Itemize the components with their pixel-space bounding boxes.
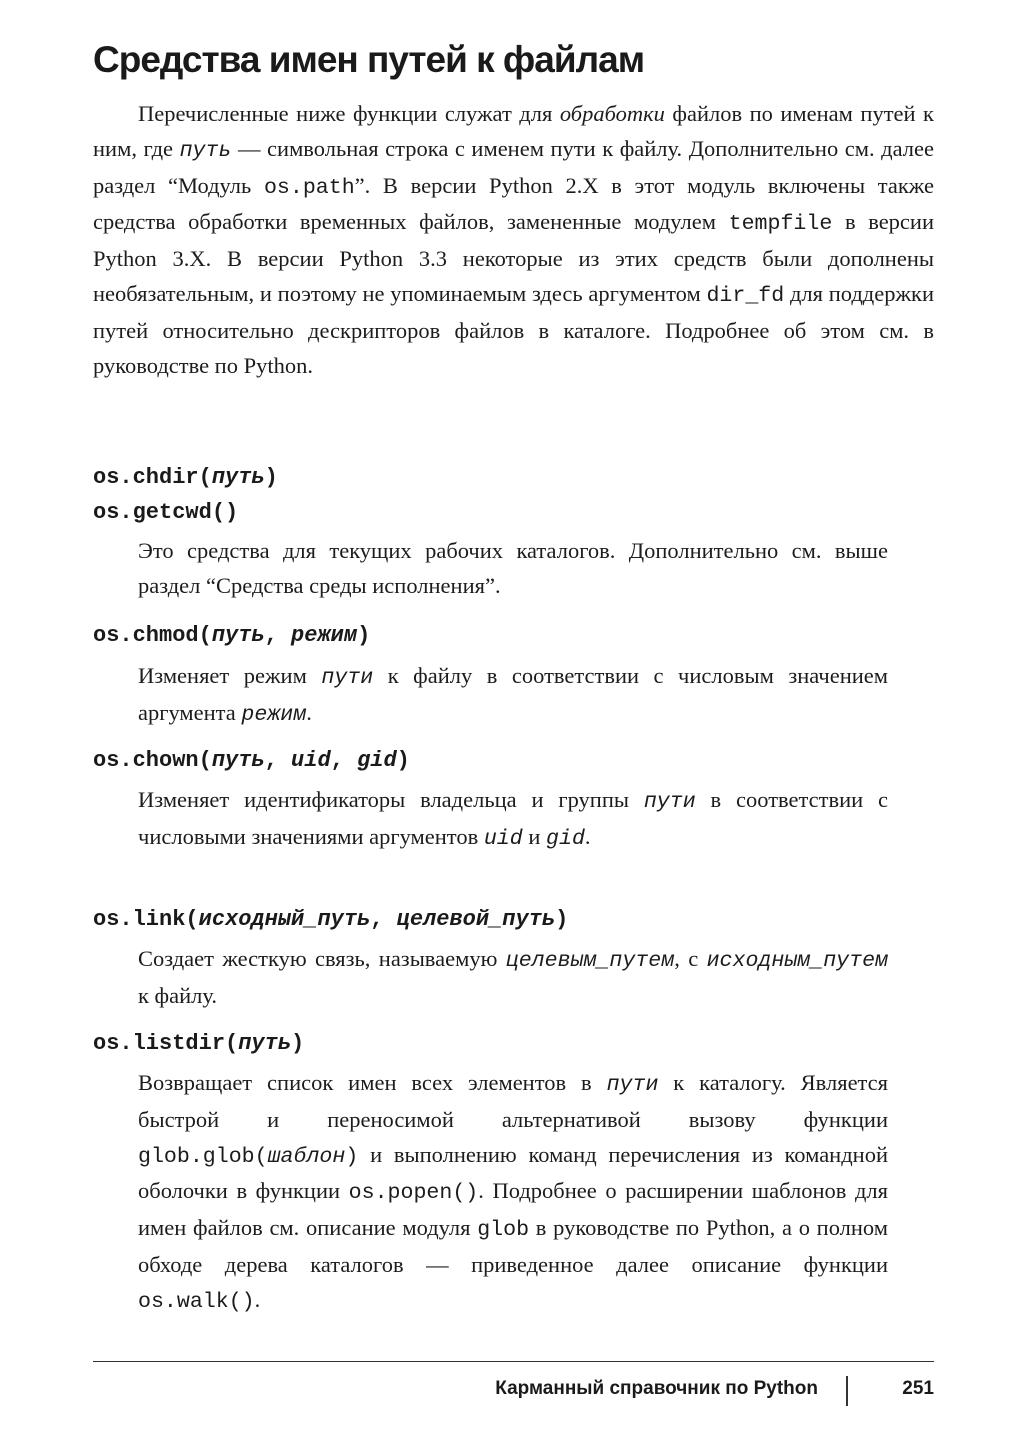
function-arg: путь xyxy=(211,748,265,773)
intro-text: для поддержки путей относительно дескрипторов файлов в каталоге. Подробнее об этом см. в руководстве по Python. xyxy=(93,280,934,378)
function-arg: исходный_путь xyxy=(198,907,371,932)
function-sep: , xyxy=(264,748,292,773)
desc-arg: шаблон xyxy=(267,1144,346,1169)
intro-paragraph xyxy=(93,97,934,383)
desc-arg: пути xyxy=(606,1073,659,1097)
function-arg: uid xyxy=(291,748,331,773)
function-paren: ) xyxy=(357,623,371,648)
desc-arg: целевым_путем xyxy=(505,949,675,973)
function-sep: , xyxy=(264,623,292,648)
signature-listdir xyxy=(93,1029,304,1059)
function-arg: режим xyxy=(291,623,358,648)
function-name: os.listdir( xyxy=(93,1031,239,1056)
function-name: os.link( xyxy=(93,907,199,932)
desc-text: . Подробнее о расширении шаблонов для имен файлов см. описание модуля xyxy=(138,1178,888,1241)
desc-text: к файлу. xyxy=(138,982,218,1008)
function-arg: путь xyxy=(211,465,265,490)
desc-arg: режим xyxy=(241,702,307,727)
intro-text: ”. В версии Python 2.X в этот модуль включены также средства обработки временных файлов, замененные модулем xyxy=(93,172,934,235)
desc-code: ) xyxy=(345,1144,359,1169)
intro-code: dir_fd xyxy=(706,283,785,308)
intro-arg: путь xyxy=(179,138,232,163)
desc-text: Создает жесткую связь, называемую xyxy=(138,946,506,971)
footer-rule xyxy=(93,1361,934,1362)
desc-arg: исходным_путем xyxy=(706,949,888,973)
description-link xyxy=(138,942,888,1014)
signature-chown xyxy=(93,746,410,776)
desc-code: os.popen() xyxy=(348,1181,479,1206)
desc-text: к файлу в соответствии с числовым значением аргумента xyxy=(138,663,888,725)
intro-emphasis: обработки xyxy=(559,101,665,126)
desc-text: и xyxy=(522,823,547,849)
section-title: Средства имен путей к файлам xyxy=(93,39,645,80)
function-name: os.getcwd() xyxy=(93,500,239,525)
description-chmod xyxy=(138,659,888,733)
signature-link xyxy=(93,905,568,935)
desc-arg: пути xyxy=(321,666,374,690)
intro-text: — символьная строка с именем пути к файлу. Дополнительно см. далее раздел “Модуль xyxy=(93,135,934,198)
desc-text: в руководстве по Python, а о полном обходе дерева каталогов — приведенное далее описание функции xyxy=(138,1215,888,1277)
desc-text: Изменяет режим xyxy=(138,663,322,688)
footer-book-title: Карманный справочник по Python xyxy=(495,1378,818,1399)
desc-text: . xyxy=(584,823,591,849)
desc-text: Возвращает список имен всех элементов в xyxy=(138,1070,607,1095)
page-number: 251 xyxy=(902,1378,934,1399)
function-paren: ) xyxy=(555,907,569,932)
function-paren: ) xyxy=(396,748,410,773)
desc-arg: пути xyxy=(643,790,696,814)
desc-text: . xyxy=(254,1286,261,1312)
function-paren: ) xyxy=(264,465,278,490)
desc-text: , с xyxy=(674,946,707,971)
function-arg: целевой_путь xyxy=(396,907,556,932)
desc-code: glob xyxy=(477,1218,530,1243)
desc-text: в соответствии с числовыми значениями аргументов xyxy=(138,787,888,849)
function-sep: , xyxy=(370,907,397,932)
function-arg: путь xyxy=(211,623,265,648)
footer-separator xyxy=(846,1376,848,1406)
function-name: os.chown( xyxy=(93,748,212,773)
intro-text: Перечисленные ниже функции служат для xyxy=(138,101,560,126)
intro-code: tempfile xyxy=(728,212,833,237)
function-sep: , xyxy=(330,748,358,773)
desc-text: . xyxy=(306,699,312,725)
description-listdir xyxy=(138,1066,888,1320)
desc-text: Изменяет идентификаторы владельца и группы xyxy=(138,787,644,812)
function-paren: ) xyxy=(291,1031,305,1056)
description-chown xyxy=(138,783,888,857)
signature-chdir xyxy=(93,463,278,493)
desc-text: к каталогу. Является быстрой и переносимой альтернативой вызову функции xyxy=(138,1070,889,1132)
function-name: os.chmod( xyxy=(93,623,212,648)
desc-arg: uid xyxy=(483,826,523,851)
desc-text: и выполнению команд перечисления из командной оболочки в функции xyxy=(138,1141,888,1204)
signature-getcwd xyxy=(93,498,238,528)
desc-code: os.walk() xyxy=(138,1289,255,1314)
function-arg: путь xyxy=(238,1031,292,1056)
desc-code: glob.glob( xyxy=(138,1144,268,1169)
intro-text: в версии Python 3.X. В версии Python 3.3 некоторые из этих средств были дополнены необязательным, и поэтому не упоминаемым здесь аргументом xyxy=(93,209,934,306)
description-chdir: Это средства для текущих рабочих каталогов. Дополнительно см. выше раздел “Средства среды исполнения”. xyxy=(138,538,888,598)
function-name: os.chdir( xyxy=(93,465,212,490)
function-arg: gid xyxy=(357,748,397,773)
intro-text: файлов по именам путей к ним, где xyxy=(93,101,934,161)
desc-arg: gid xyxy=(546,826,585,851)
intro-code: os.path xyxy=(263,175,355,200)
signature-chmod xyxy=(93,621,370,651)
